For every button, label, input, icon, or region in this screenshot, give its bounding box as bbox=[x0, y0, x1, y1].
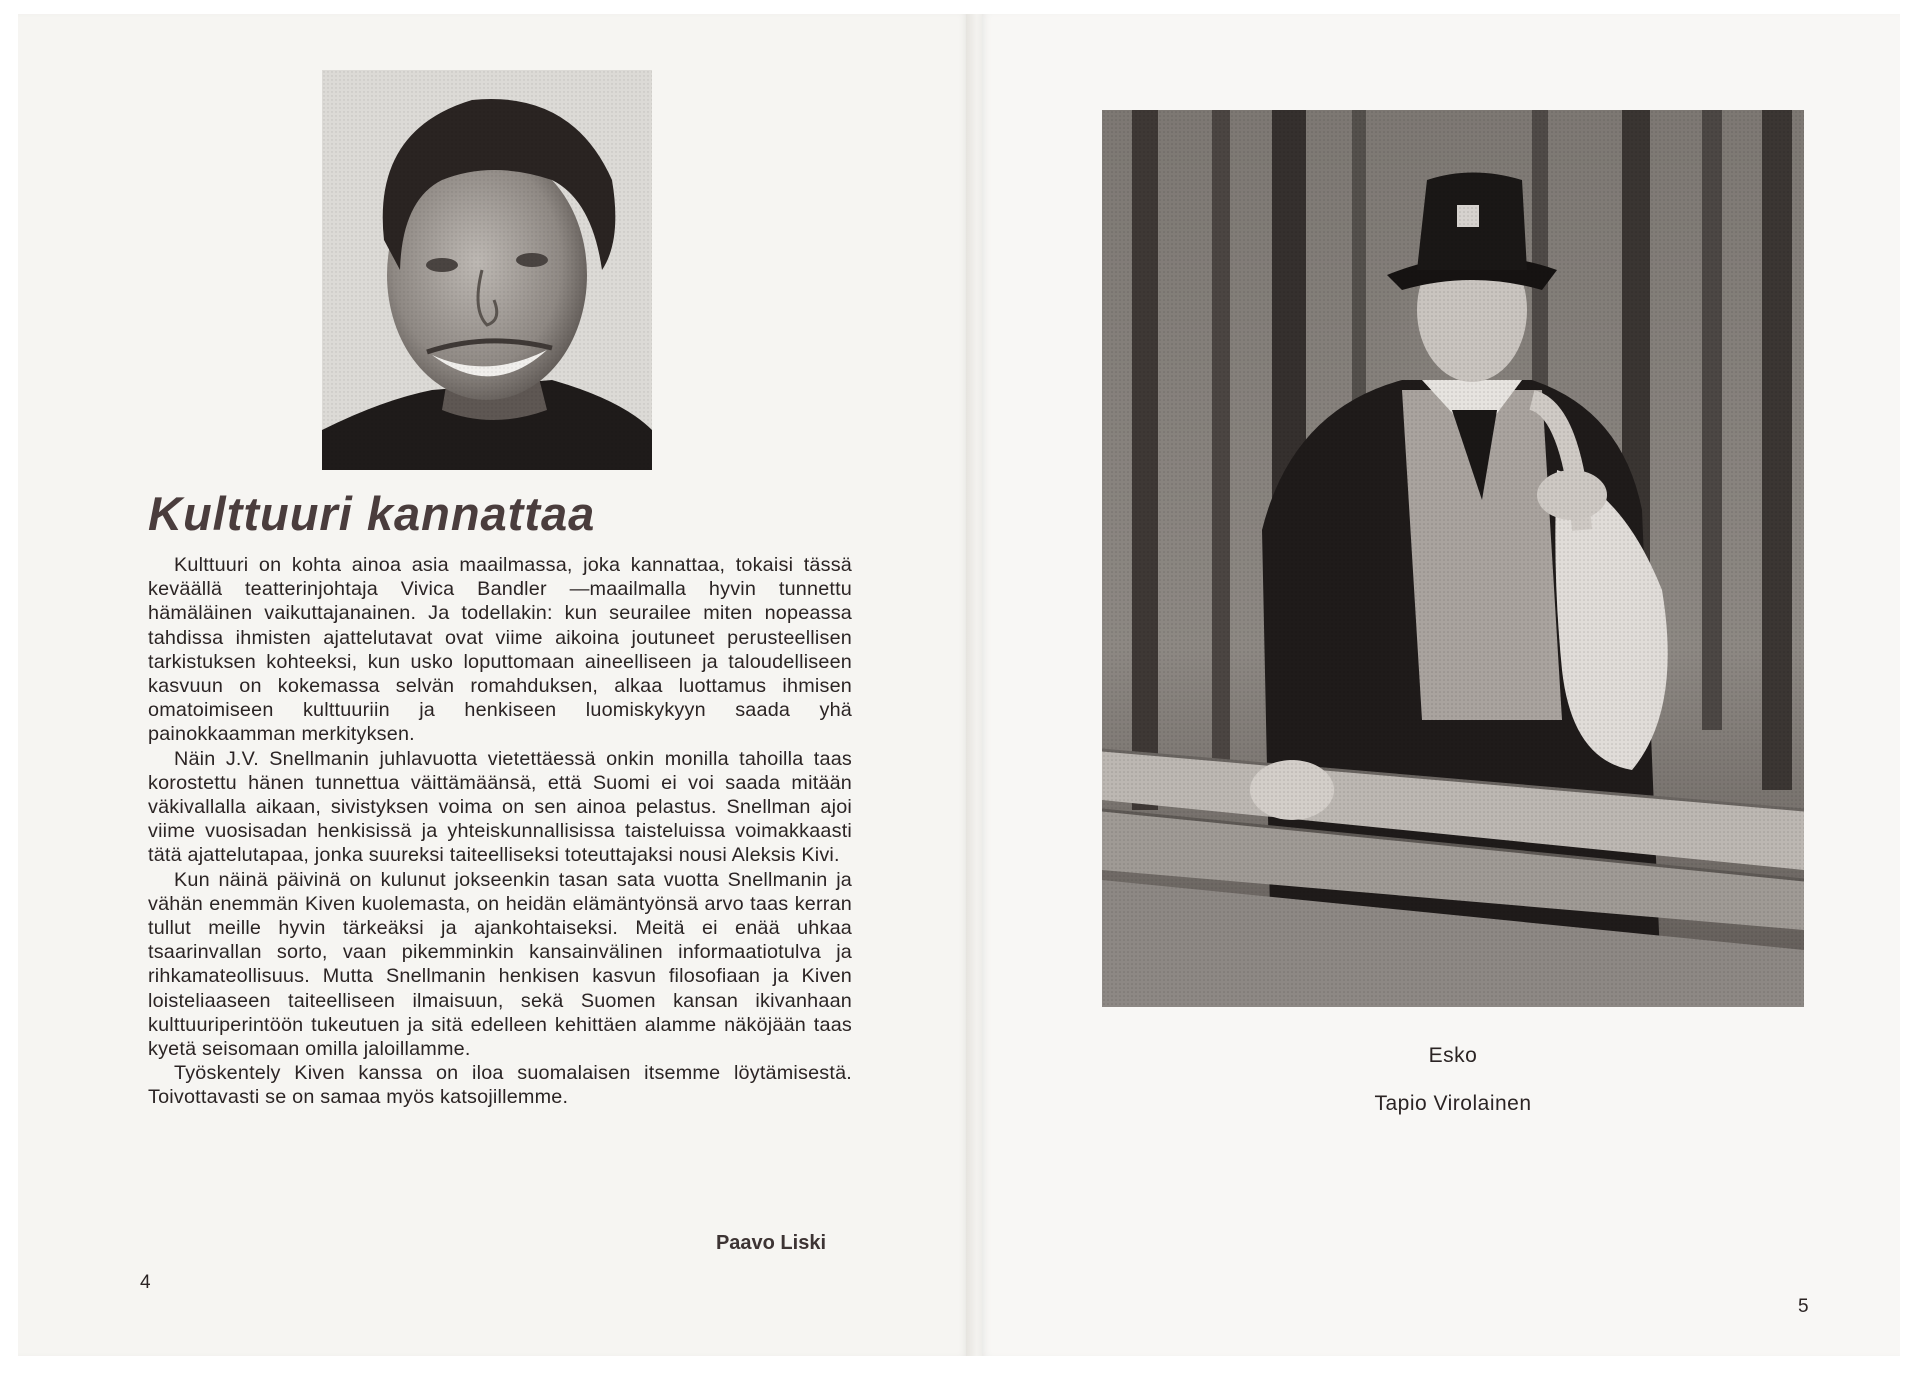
author-portrait-photo bbox=[322, 70, 652, 470]
article-paragraph: Näin J.V. Snellmanin juhlavuotta vietettäessä onkin monilla tahoilla taas korostettu hänen tunnettua väittämäänsä, että Suomi ei voi saada mitään väkivallalla aikaan, sivistyksen voima on sen ainoa pelastus. Snellman ajoi viime vuosisadan henkisissä ja yhteiskunnallisissa taisteluissa voimakkaasti tätä ajattelutapaa, jonka suureksi taiteelliseksi toteuttajaksi nousi Aleksis Kivi. bbox=[148, 747, 852, 867]
article-paragraph: Kulttuuri on kohta ainoa asia maailmassa, joka kannattaa, tokaisi tässä keväällä teatterinjohtaja Vivica Bandler —maailmalla hyvin tunnettu hämäläinen vaikuttajanainen. Ja todellakin: kun seurailee miten nopeassa tahdissa ihmisten ajattelutavat ovat viime aikoina joutuneet perusteellisen tarkistuksen kohteeksi, kun usko loputtomaan aineelliseen ja taloudelliseen kasvuun on kokemassa selvän romahduksen, alkaa luottamus ihmisen omatoimiseen kulttuuriin ja henkiseen luomiskykyyn saada yhä painokkaamman merkityksen. bbox=[148, 554, 852, 746]
article-paragraph: Työskentely Kiven kanssa on iloa suomalaisen itsemme löytämisestä. Toivottavasti se on samaa myös katsojillemme. bbox=[148, 1062, 852, 1109]
photo-caption-role: Esko bbox=[1428, 1044, 1478, 1067]
page-number-right: 5 bbox=[1798, 1296, 1809, 1317]
article-body bbox=[148, 553, 852, 1110]
actor-photo bbox=[1102, 110, 1804, 1007]
page-number-left: 4 bbox=[140, 1272, 151, 1293]
photo-caption-actor: Tapio Virolainen bbox=[1374, 1092, 1532, 1115]
article-headline: Kulttuuri kannattaa bbox=[148, 487, 596, 540]
author-signature: Paavo Liski bbox=[715, 1232, 826, 1254]
article-paragraph: Kun näinä päivinä on kulunut jokseenkin tasan sata vuotta Snellmanin ja vähän enemmän Kiven kuolemasta, on heidän elämäntyönsä arvo taas kerran tullut meille hyvin tärkeäksi ja ajankohtaiseksi. Meitä ei enää uhkaa tsaarinvallan sorto, vaan pikemminkin kansainvälinen informaatiotulva ja rihkamateollisuus. Mutta Snellmanin henkisen kasvun filosofiaan ja Kiven loisteliaaseen taiteelliseen ilmaisuun, sekä Suomen kansan ikivanhaan kulttuuriperintöön tukeutuen ja sitä edelleen kehittäen alamme näköjään taas kyetä seisomaan omilla jaloillamme. bbox=[148, 868, 852, 1061]
